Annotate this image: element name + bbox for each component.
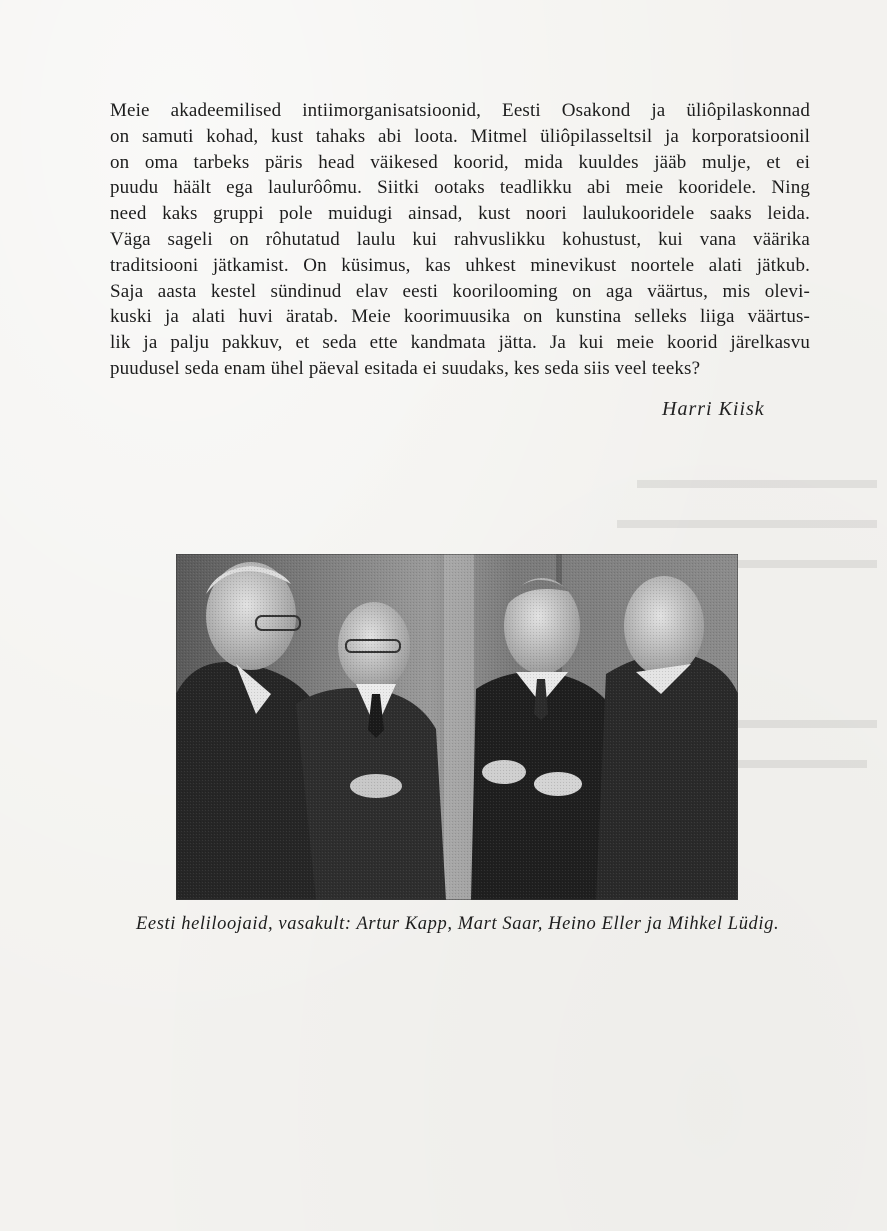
article-line-5: need kaks gruppi pole muidugi ainsad, kust noori laulukooridele saaks leida.	[110, 203, 810, 225]
article-line-3: on oma tarbeks päris head väikesed koorid, mida kuuldes jääb mulje, et ei	[110, 151, 810, 173]
article-line-6: Väga sageli on rôhutatud laulu kui rahvuslikku kohustust, kui vana väärika	[110, 228, 810, 250]
author-signature: Harri Kiisk	[662, 398, 765, 420]
composers-photo	[176, 554, 738, 900]
article-line-9: kuski ja alati huvi äratab. Meie koorimuusika on kunstina selleks liiga väärtus-	[110, 306, 810, 328]
article-line-1: Meie akadeemilised intiimorganisatsioonid, Eesti Osakond ja üliôpilaskonnad	[110, 100, 810, 121]
article-line-11: puudusel seda enam ühel päeval esitada ei suudaks, kes seda siis veel teeks?	[110, 357, 701, 379]
article-line-8: Saja aasta kestel sündinud elav eesti koorilooming on aga väärtus, mis olevi-	[110, 280, 810, 302]
photo-caption: Eesti heliloojaid, vasakult: Artur Kapp, Mart Saar, Heino Eller ja Mihkel Lüdig.	[136, 914, 780, 934]
article-line-2: on samuti kohad, kust tahaks abi loota. Mitmel üliôpilasseltsil ja korporatsioonil	[110, 125, 810, 147]
article-line-10: lik ja palju pakkuv, et seda ette kandmata jätta. Ja kui meie koorid järelkasvu	[110, 332, 810, 354]
article-line-7: traditsiooni jätkamist. On küsimus, kas uhkest minevikust noortele alati jätkub.	[110, 254, 810, 276]
article-line-4: puudu häält ega laulurôômu. Siitki ootaks teadlikku abi meie kooridele. Ning	[110, 177, 810, 199]
article-body	[110, 98, 810, 382]
composers-photo-image	[176, 554, 738, 900]
